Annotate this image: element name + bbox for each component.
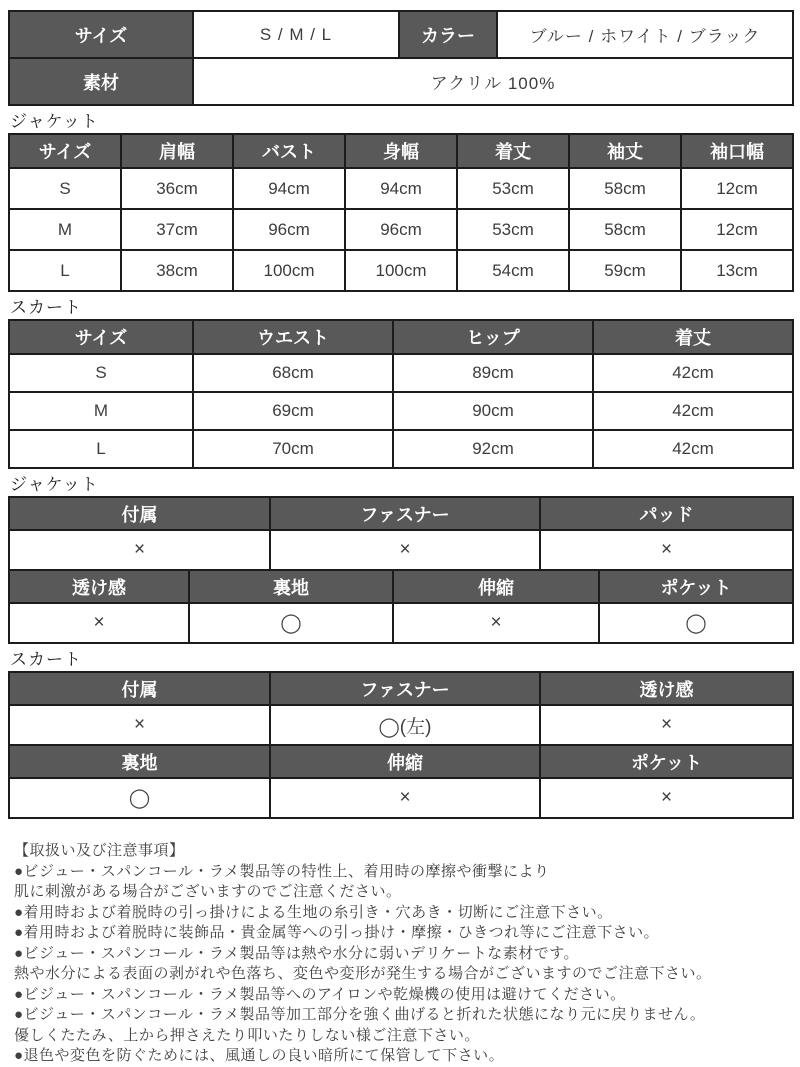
- jacket-size-header-row: [9, 134, 793, 168]
- skirt-features-value-row-bottom: [9, 778, 793, 818]
- notes-line: ●ビジュー・スパンコール・ラメ製品等の特性上、着用時の摩擦や衝撃により: [14, 862, 550, 880]
- jacket-size-row-m: [9, 209, 793, 250]
- header-cell: ファスナー: [270, 672, 540, 705]
- notes-title: 【取扱い及び注意事項】: [14, 842, 185, 859]
- header-cell: 裏地: [9, 745, 270, 778]
- section-label-jacket-measurements: ジャケット: [10, 112, 99, 131]
- feature-mark: ×: [9, 705, 270, 745]
- feature-mark: ×: [540, 778, 793, 818]
- header-cell: ヒップ: [393, 320, 593, 354]
- feature-mark: ◯: [599, 603, 793, 643]
- feature-mark: ×: [9, 530, 270, 570]
- header-cell: パッド: [540, 497, 793, 530]
- header-cell: 伸縮: [393, 570, 599, 603]
- header-cell: 袖丈: [569, 134, 681, 168]
- notes-line: ●ビジュー・スパンコール・ラメ製品等加工部分を強く曲げると折れた状態になり元に戻りません。: [14, 1006, 706, 1023]
- data-cell: 59cm: [569, 250, 681, 291]
- data-cell: 94cm: [233, 168, 345, 209]
- material-label: 素材: [9, 58, 193, 105]
- section-label-skirt-features: スカート: [10, 650, 82, 669]
- header-cell: 着丈: [457, 134, 569, 168]
- jacket-size-table: [8, 133, 794, 292]
- header-cell: 裏地: [189, 570, 393, 603]
- data-cell: 68cm: [193, 354, 393, 392]
- data-cell: 42cm: [593, 430, 793, 468]
- header-cell: サイズ: [9, 320, 193, 354]
- data-cell: M: [9, 392, 193, 430]
- header-cell: 付属: [9, 672, 270, 705]
- skirt-features-table-top: [8, 671, 794, 746]
- jacket-features-header-row-bottom: [9, 570, 793, 603]
- data-cell: 53cm: [457, 209, 569, 250]
- data-cell: 100cm: [233, 250, 345, 291]
- data-cell: 58cm: [569, 168, 681, 209]
- data-cell: 96cm: [345, 209, 457, 250]
- jacket-features-table-top: [8, 496, 794, 571]
- section-label-jacket-features: ジャケット: [10, 475, 99, 494]
- data-cell: 58cm: [569, 209, 681, 250]
- color-value: ブルー / ホワイト / ブラック: [497, 11, 793, 58]
- feature-mark: ×: [540, 530, 793, 570]
- notes-line: 優しくたたみ、上から押さえたり叩いたりしない様ご注意下さい。: [14, 1026, 480, 1044]
- spec-table: [8, 10, 794, 106]
- data-cell: 53cm: [457, 168, 569, 209]
- header-cell: 伸縮: [270, 745, 540, 778]
- feature-mark: ×: [9, 603, 189, 643]
- skirt-size-row-m: [9, 392, 793, 430]
- skirt-features-value-row-top: [9, 705, 793, 745]
- jacket-features-value-row-top: [9, 530, 793, 570]
- skirt-features-header-row-bottom: [9, 745, 793, 778]
- header-cell: 身幅: [345, 134, 457, 168]
- data-cell: 12cm: [681, 168, 793, 209]
- data-cell: 36cm: [121, 168, 233, 209]
- spec-row-material: [9, 58, 793, 105]
- notes-line: ●退色や変色を防ぐためには、風通しの良い暗所にて保管して下さい。: [14, 1047, 505, 1064]
- jacket-size-row-s: [9, 168, 793, 209]
- notes-line: 熱や水分による表面の剥がれや色落ち、変色や変形が発生する場合がございますのでご注意下さい。: [14, 965, 712, 982]
- header-cell: 着丈: [593, 320, 793, 354]
- jacket-features-table-bottom: [8, 569, 794, 644]
- data-cell: 89cm: [393, 354, 593, 392]
- data-cell: 92cm: [393, 430, 593, 468]
- header-cell: ポケット: [540, 745, 793, 778]
- skirt-features-header-row-top: [9, 672, 793, 705]
- color-label: カラー: [399, 11, 497, 58]
- data-cell: 96cm: [233, 209, 345, 250]
- data-cell: 42cm: [593, 354, 793, 392]
- feature-mark: ×: [270, 530, 540, 570]
- notes-line: ●着用時および着脱時の引っ掛けによる生地の糸引き・穴あき・切断にご注意下さい。: [14, 903, 613, 921]
- header-cell: 袖口幅: [681, 134, 793, 168]
- size-label: サイズ: [9, 11, 193, 58]
- header-cell: ポケット: [599, 570, 793, 603]
- size-value: S / M / L: [193, 11, 399, 58]
- spec-row-size-color: [9, 11, 793, 58]
- section-label-skirt-measurements: スカート: [10, 298, 82, 317]
- feature-mark: ×: [540, 705, 793, 745]
- skirt-features-table-bottom: [8, 744, 794, 819]
- header-cell: バスト: [233, 134, 345, 168]
- data-cell: L: [9, 250, 121, 291]
- jacket-size-row-l: [9, 250, 793, 291]
- data-cell: 37cm: [121, 209, 233, 250]
- data-cell: 94cm: [345, 168, 457, 209]
- handling-notes: [14, 841, 792, 1067]
- notes-line: ●ビジュー・スパンコール・ラメ製品等は熱や水分に弱いデリケートな素材です。: [14, 944, 580, 962]
- skirt-size-header-row: [9, 320, 793, 354]
- notes-line: 肌に刺激がある場合がございますのでご注意ください。: [14, 883, 402, 900]
- data-cell: 12cm: [681, 209, 793, 250]
- header-cell: サイズ: [9, 134, 121, 168]
- data-cell: 54cm: [457, 250, 569, 291]
- skirt-size-row-s: [9, 354, 793, 392]
- feature-mark: ×: [270, 778, 540, 818]
- feature-mark: ×: [393, 603, 599, 643]
- header-cell: ファスナー: [270, 497, 540, 530]
- data-cell: 13cm: [681, 250, 793, 291]
- header-cell: ウエスト: [193, 320, 393, 354]
- material-value: アクリル 100%: [193, 58, 793, 105]
- notes-line: ●ビジュー・スパンコール・ラメ製品等へのアイロンや乾燥機の使用は避けてください。: [14, 985, 626, 1003]
- data-cell: M: [9, 209, 121, 250]
- feature-mark: ◯(左): [270, 705, 540, 745]
- skirt-size-row-l: [9, 430, 793, 468]
- data-cell: 42cm: [593, 392, 793, 430]
- notes-line: ●着用時および着脱時に装飾品・貴金属等への引っ掛け・摩擦・ひきつれ等にご注意下さい。: [14, 924, 660, 941]
- header-cell: 肩幅: [121, 134, 233, 168]
- data-cell: L: [9, 430, 193, 468]
- data-cell: S: [9, 168, 121, 209]
- data-cell: 90cm: [393, 392, 593, 430]
- skirt-size-table: [8, 319, 794, 469]
- header-cell: 透け感: [540, 672, 793, 705]
- header-cell: 付属: [9, 497, 270, 530]
- header-cell: 透け感: [9, 570, 189, 603]
- data-cell: 69cm: [193, 392, 393, 430]
- jacket-features-value-row-bottom: [9, 603, 793, 643]
- data-cell: 100cm: [345, 250, 457, 291]
- data-cell: 70cm: [193, 430, 393, 468]
- jacket-features-header-row-top: [9, 497, 793, 530]
- data-cell: 38cm: [121, 250, 233, 291]
- feature-mark: ◯: [9, 778, 270, 818]
- data-cell: S: [9, 354, 193, 392]
- feature-mark: ◯: [189, 603, 393, 643]
